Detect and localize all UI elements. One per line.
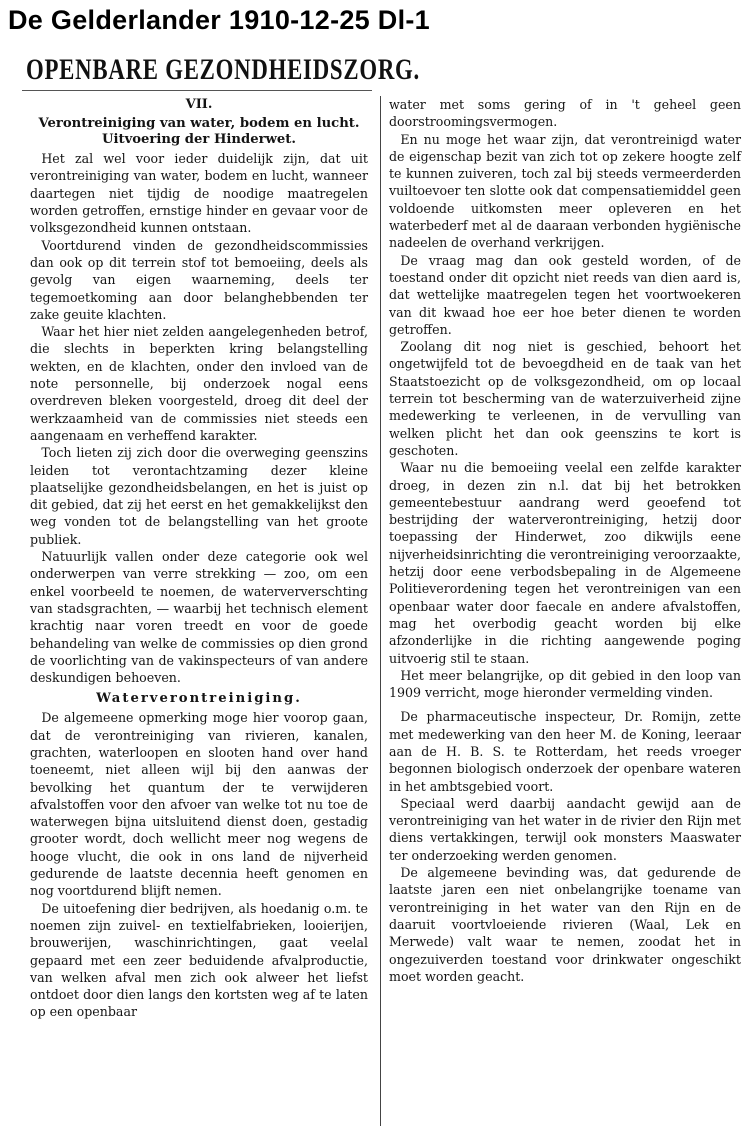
paragraph: Natuurlijk vallen onder deze categorie ook wel onderwerpen van verre strekking — zoo, om een enkel voorbeeld te noemen, de waterververschting van stadsgrachten, — waarbij het technisch element krachtig naar voren treedt en voor de goede behandeling van welke de commissies op dien grond de voorlichting van de vakinspecteurs of van andere deskundigen behoeven. [30, 549, 368, 686]
paragraph: Waar nu die bemoeiing veelal een zelfde karakter droeg, in dezen zin n.l. dat bij het betrokken gemeentebestuur aandrang werd geoefend tot bestrijding der waterverontreiniging, hetzij door toepassing der Hinderwet, zoo dikwijls eene nijverheidsinrichting die verontreiniging veroorzaakte, hetzij door eene verbodsbepaling in de Algemeene Politieverordening tegen het verontreinigen van een openbaar water door faecale en andere afvalstoffen, mag het overbodig geacht worden bij elke afzonderlijke in die richting aangewende poging uitvoerig stil te staan. [389, 460, 741, 666]
paragraph: En nu moge het waar zijn, dat verontreinigd water de eigenschap bezit van zich tot op zekere hoogte zelf te kunnen zuiveren, toch zal bij steeds vermeerderden vuiltoevoer ten slotte ook dat compensatiemiddel geen voldoende uitkomsten meer opleveren en het waterbederf met al de daaraan verbonden hygiënische nadeelen de overhand verkrijgen. [389, 131, 741, 251]
article-column-right [389, 96, 741, 985]
paragraph: De algemeene opmerking moge hier voorop gaan, dat de verontreiniging van rivieren, kanalen, grachten, waterloopen en slooten hand over hand toeneemt, niet alleen wijl bij den aanwas der bevolking het quantum der te verwijderen afvalstoffen voor den afvoer van welke tot nu toe de waterwegen bijna uitsluitend dienst doen, gestadig grooter wordt, doch wellicht meer nog wegens de hooge vlucht, die ook in ons land de nijverheid gedurende de laatste decennia heeft genomen en nog voortdurend blijft nemen. [30, 710, 368, 899]
paragraph: Zoolang dit nog niet is geschied, behoort het ongetwijfeld tot de bevoegdheid en de taak van het Staatstoezicht op de volksgezondheid, om op locaal terrein tot bescherming van de waterzuiverheid zijne medewerking te verleenen, in de vervulling van welken plicht het dan ook geenszins te kort is geschoten. [389, 339, 741, 458]
article-title [30, 116, 368, 147]
paragraph: De algemeene bevinding was, dat gedurende de laatste jaren een niet onbelangrijke toename van verontreiniging in het water van den Rijn en de daaruit voortvloeiende rivieren (Waal, Lek en Merwede) valt waar te nemen, zoodat het in ongezuiverden toestand voor drinkwater ongeschikt moet worden geacht. [389, 865, 741, 984]
section-number: VII. [185, 97, 213, 112]
paragraph: Toch lieten zij zich door die overweging geenszins leiden tot verontachtzaming dezer kleine plaatselijke gezondheidsbelangen, en het is juist op dit gebied, dat zij het eerst en het gemakkelijkst den weg vonden tot de belangstelling van het groote publiek. [30, 445, 368, 547]
column-divider [380, 96, 381, 1126]
paragraph: Waar het hier niet zelden aangelegenheden betrof, die slechts in beperkten kring belangstelling wekten, en de klachten, onder den invloed van de note personnelle, bij onderzoek nogal eens overdreven bleken voorgesteld, droeg dit deel der werkzaamheid van de commissies niet steeds een aangenaam en verheffend karakter. [30, 324, 368, 443]
article-title-line-1: Verontreiniging van water, bodem en lucht. [38, 116, 360, 131]
paragraph: De vraag mag dan ook gesteld worden, of de toestand onder dit opzicht niet reeds van dien aard is, dat wettelijke maatregelen tegen het voortwoekeren van dit kwaad hoe eer hoe beter dienen te worden getroffen. [389, 252, 741, 337]
article-title-line-2: Uitvoering der Hinderwet. [101, 131, 296, 147]
section-subheading: Waterverontreiniging. [96, 691, 302, 707]
masthead-divider [22, 90, 372, 91]
paragraph: De uitoefening dier bedrijven, als hoedanig o.m. te noemen zijn zuivel- en textielfabrieken, looierijen, brouwerijen, waschinrichtingen, gaat veelal gepaard met een zeer beduidende afvalproductie, van welken afval men zich ook alweer het liefst ontdoet door dien langs den kortsten weg af te laten op een openbaar [30, 900, 368, 1020]
paragraph: Het meer belangrijke, op dit gebied in den loop van 1909 verricht, moge hieronder vermelding vinden. [389, 667, 741, 701]
paragraph: Het zal wel voor ieder duidelijk zijn, dat uit verontreiniging van water, bodem en lucht, wanneer daartegen niet tijdig de noodige maatregelen worden getroffen, ernstige hinder en gevaar voor de volksgezondheid kunnen ontstaan. [30, 151, 368, 236]
paragraph: De pharmaceutische inspecteur, Dr. Romijn, zette met medewerking van den heer M. de Koning, leeraar aan de H. B. S. te Rotterdam, het reeds vroeger begonnen biologisch onderzoek der openbare wateren in het ambtsgebied voort. [389, 709, 741, 794]
article-column-left [30, 96, 368, 1021]
paragraph: Voortdurend vinden de gezondheidscommissies dan ook op dit terrein stof tot bemoeiing, deels als gevolg van eigen waarneming, deels ter tegemoetkoming aan door belanghebbenden ter zake geuite klachten. [30, 237, 368, 322]
paragraph: water met soms gering of in 't geheel geen doorstroomingsvermogen. [389, 97, 741, 130]
article-masthead: OPENBARE GEZONDHEIDSZORG. [26, 53, 421, 86]
page-title: De Gelderlander 1910-12-25 Dl-1 [8, 5, 430, 35]
paragraph: Speciaal werd daarbij aandacht gewijd aan de verontreiniging van het water in de rivier den Rijn met diens vertakkingen, terwijl ook monsters Maaswater ter onderzoeking werden genomen. [389, 795, 741, 863]
